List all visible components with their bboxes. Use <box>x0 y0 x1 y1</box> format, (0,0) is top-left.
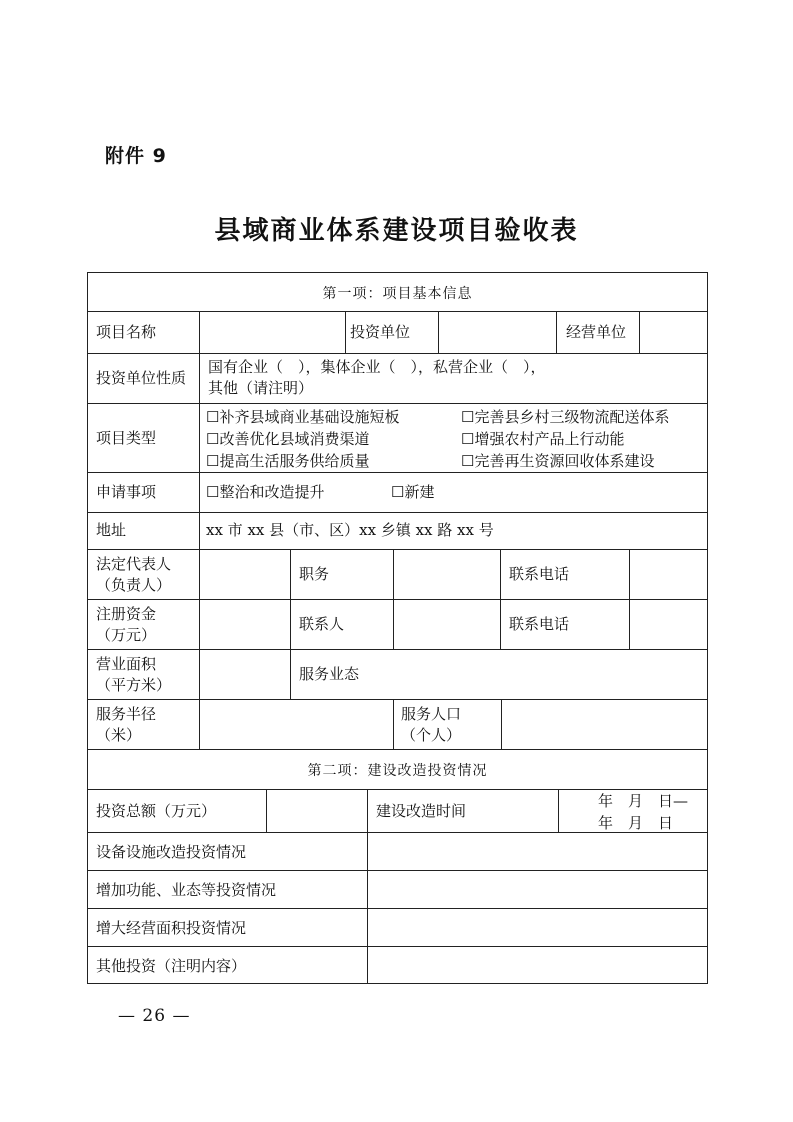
col-divider <box>438 311 439 353</box>
label-area-investment: 增大经营面积投资情况 <box>96 919 247 937</box>
label-build-time: 建设改造时间 <box>376 802 467 820</box>
col-divider <box>558 789 559 832</box>
row-divider <box>88 472 707 473</box>
label-total-investment: 投资总额（万元） <box>96 802 217 820</box>
project-type-option: ☐补齐县域商业基础设施短板 <box>206 408 400 426</box>
col-divider <box>629 549 630 649</box>
label-phone-2: 联系电话 <box>509 615 570 633</box>
label-service-radius: 服务半径 <box>96 705 157 723</box>
label-registered-capital-unit: （万元） <box>96 626 157 644</box>
label-service-population: 服务人口 <box>401 705 462 723</box>
application-option: ☐新建 <box>391 483 435 501</box>
row-divider <box>88 908 707 909</box>
label-investor-nature: 投资单位性质 <box>96 369 187 387</box>
section-investment-heading: 第二项：建设改造投资情况 <box>307 763 488 779</box>
col-divider <box>345 311 346 353</box>
label-operator: 经营单位 <box>566 323 627 341</box>
project-type-option: ☐提高生活服务供给质量 <box>206 452 370 470</box>
col-divider <box>290 549 291 699</box>
row-divider <box>88 599 707 600</box>
label-legal-rep-note: （负责人） <box>96 576 172 594</box>
label-equipment-investment: 设备设施改造投资情况 <box>96 843 247 861</box>
col-divider <box>367 946 368 984</box>
build-time-start: 年 月 日— <box>598 792 689 810</box>
row-divider <box>88 549 707 550</box>
label-application: 申请事项 <box>96 483 157 501</box>
project-type-option: ☐完善再生资源回收体系建设 <box>461 452 655 470</box>
label-legal-rep: 法定代表人 <box>96 555 172 573</box>
col-divider <box>393 549 394 649</box>
label-position: 职务 <box>299 565 330 583</box>
row-divider <box>88 512 707 513</box>
build-time-end: 年 月 日 <box>598 814 674 832</box>
col-divider <box>367 789 368 946</box>
label-business-area: 营业面积 <box>96 655 157 673</box>
col-divider <box>556 311 557 353</box>
section-basic-info-heading: 第一项：项目基本信息 <box>322 286 473 302</box>
col-divider <box>266 789 267 832</box>
project-type-option: ☐增强农村产品上行动能 <box>461 430 625 448</box>
col-divider <box>500 549 501 649</box>
row-divider <box>88 353 707 354</box>
row-divider <box>88 649 707 650</box>
label-address: 地址 <box>96 521 127 539</box>
col-divider <box>501 699 502 749</box>
address-value: xx 市 xx 县（市、区）xx 乡镇 xx 路 xx 号 <box>206 521 494 539</box>
label-business-area-unit: （平方米） <box>96 676 172 694</box>
label-service-radius-unit: （米） <box>96 726 142 744</box>
row-divider <box>88 311 707 312</box>
label-contact: 联系人 <box>299 615 345 633</box>
page-title: 县域商业体系建设项目验收表 <box>214 216 579 246</box>
col-divider <box>393 699 394 749</box>
investor-nature-options: 国有企业（ ），集体企业（ ），私营企业（ ）， <box>208 358 546 376</box>
application-option: ☐整治和改造提升 <box>206 483 325 501</box>
attachment-label: 附件 9 <box>105 145 167 167</box>
label-other-investment: 其他投资（注明内容） <box>96 957 247 975</box>
acceptance-form-table <box>87 272 708 984</box>
label-investor: 投资单位 <box>350 323 411 341</box>
label-project-type: 项目类型 <box>96 429 157 447</box>
label-function-investment: 增加功能、业态等投资情况 <box>96 881 277 899</box>
row-divider <box>88 749 707 750</box>
label-phone: 联系电话 <box>509 565 570 583</box>
row-divider <box>88 946 707 947</box>
label-service-population-unit: （个人） <box>401 726 462 744</box>
row-divider <box>88 699 707 700</box>
investor-nature-other: 其他（请注明） <box>208 379 314 397</box>
project-type-option: ☐改善优化县域消费渠道 <box>206 430 370 448</box>
label-service-format: 服务业态 <box>299 665 360 683</box>
label-project-name: 项目名称 <box>96 323 157 341</box>
page-number: — 26 — <box>118 1006 191 1026</box>
row-divider <box>88 403 707 404</box>
row-divider <box>88 870 707 871</box>
col-divider <box>199 311 200 749</box>
col-divider <box>639 311 640 353</box>
project-type-option: ☐完善县乡村三级物流配送体系 <box>461 408 670 426</box>
label-registered-capital: 注册资金 <box>96 605 157 623</box>
